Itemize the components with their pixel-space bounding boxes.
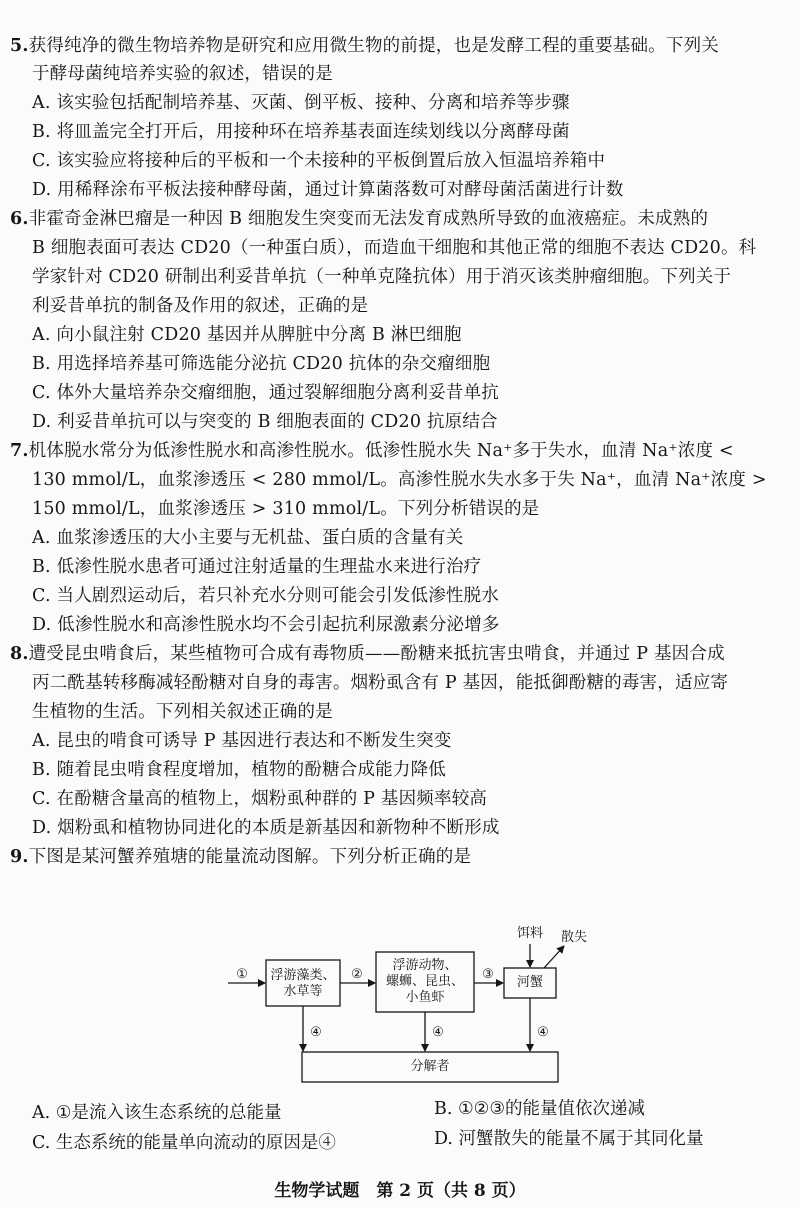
option-c: C. 当人剧烈运动后，若只补充水分则可能会引发低渗性脱水 — [32, 586, 499, 606]
option-c: C. 该实验应将接种后的平板和一个未接种的平板倒置后放入恒温培养箱中 — [32, 151, 606, 171]
question-stem-line: B 细胞表面可表达 CD20（一种蛋白质），而造血干细胞和其他正常的细胞不表达 CD20。科 — [32, 238, 757, 258]
option-c: C. 生态系统的能量单向流动的原因是④ — [32, 1133, 336, 1153]
page-footer: 生物学试题 第 2 页（共 8 页） — [274, 1181, 526, 1201]
option-a: A. ①是流入该生态系统的总能量 — [32, 1103, 282, 1123]
question-stem-line: 于酵母菌纯培养实验的叙述，错误的是 — [32, 64, 333, 84]
question-number: 8. — [10, 644, 29, 664]
option-d: D. 河蟹散失的能量不属于其同化量 — [434, 1129, 704, 1149]
crab-label: 河蟹 — [516, 975, 543, 990]
question-number: 9. — [10, 847, 29, 867]
option-a: A. 血浆渗透压的大小主要与无机盐、蛋白质的含量有关 — [32, 528, 464, 548]
question-stem-line: 5.获得纯净的微生物培养物是研究和应用微生物的前提，也是发酵工程的重要基础。下列关 — [10, 36, 719, 56]
feed-label: 饵料 — [516, 926, 543, 941]
option-d: D. 烟粉虱和植物协同进化的本质是新基因和新物种不断形成 — [32, 818, 500, 838]
producer-label: 浮游藻类、 水草等 — [270, 968, 336, 999]
question-number: 6. — [10, 209, 29, 229]
flow-marker-2: ② — [351, 967, 363, 982]
option-b: B. 用选择培养基可筛选能分泌抗 CD20 抗体的杂交瘤细胞 — [32, 354, 491, 374]
option-c: C. 在酚糖含量高的植物上，烟粉虱种群的 P 基因频率较高 — [32, 789, 488, 809]
question-stem-line: 利妥昔单抗的制备及作用的叙述，正确的是 — [32, 296, 369, 316]
option-c: C. 体外大量培养杂交瘤细胞，通过裂解细胞分离利妥昔单抗 — [32, 383, 499, 403]
flow-marker-4a: ④ — [310, 1025, 322, 1040]
question-stem-line: 150 mmol/L，血浆渗透压 > 310 mmol/L。下列分析错误的是 — [32, 499, 540, 519]
loss-label: 散失 — [560, 930, 587, 945]
option-a: A. 向小鼠注射 CD20 基因并从脾脏中分离 B 淋巴细胞 — [32, 325, 462, 345]
question-stem-line: 8.遭受昆虫啃食后，某些植物可合成有毒物质——酚糖来抵抗害虫啃食，并通过 P 基因合成 — [10, 644, 725, 664]
option-a: A. 昆虫的啃食可诱导 P 基因进行表达和不断发生突变 — [32, 731, 452, 751]
option-d: D. 用稀释涂布平板法接种酵母菌，通过计算菌落数可对酵母菌活菌进行计数 — [32, 180, 624, 200]
option-b: B. 低渗性脱水患者可通过注射适量的生理盐水来进行治疗 — [32, 557, 482, 577]
flow-marker-4b: ④ — [432, 1025, 444, 1040]
consumer-label: 浮游动物、 螺蛳、昆虫、 小鱼虾 — [385, 958, 464, 1005]
question-number: 5. — [10, 36, 29, 56]
question-stem-line: 9.下图是某河蟹养殖塘的能量流动图解。下列分析正确的是 — [10, 847, 472, 867]
question-stem-line: 生植物的生活。下列相关叙述正确的是 — [32, 702, 333, 722]
option-d: D. 低渗性脱水和高渗性脱水均不会引起抗利尿激素分泌增多 — [32, 615, 500, 635]
question-stem-line: 7.机体脱水常分为低渗性脱水和高渗性脱水。低渗性脱水失 Na⁺多于失水，血清 Na⁺浓度 < — [10, 441, 734, 461]
decomposer-label: 分解者 — [410, 1059, 450, 1074]
question-stem-line: 130 mmol/L，血浆渗透压 < 280 mmol/L。高渗性脱水失水多于失 Na⁺，血清 Na⁺浓度 > — [32, 470, 767, 490]
question-number: 7. — [10, 441, 29, 461]
option-d: D. 利妥昔单抗可以与突变的 B 细胞表面的 CD20 抗原结合 — [32, 412, 498, 432]
option-b: B. 随着昆虫啃食程度增加，植物的酚糖合成能力降低 — [32, 760, 446, 780]
flow-marker-1: ① — [236, 967, 248, 982]
energy-flow-diagram — [228, 926, 588, 1096]
option-b: B. ①②③的能量值依次递减 — [434, 1099, 646, 1119]
flow-marker-4c: ④ — [537, 1025, 549, 1040]
option-a: A. 该实验包括配制培养基、灭菌、倒平板、接种、分离和培养等步骤 — [32, 93, 570, 113]
flow-marker-3: ③ — [482, 967, 494, 982]
question-stem-line: 学家针对 CD20 研制出利妥昔单抗（一种单克隆抗体）用于消灭该类肿瘤细胞。下列关于 — [32, 267, 732, 287]
question-stem-line: 6.非霍奇金淋巴瘤是一种因 B 细胞发生突变而无法发育成熟所导致的血液癌症。未成熟的 — [10, 209, 709, 229]
option-b: B. 将皿盖完全打开后，用接种环在培养基表面连续划线以分离酵母菌 — [32, 122, 570, 142]
question-stem-line: 丙二酰基转移酶减轻酚糖对自身的毒害。烟粉虱含有 P 基因，能抵御酚糖的毒害，适应寄 — [32, 673, 729, 693]
